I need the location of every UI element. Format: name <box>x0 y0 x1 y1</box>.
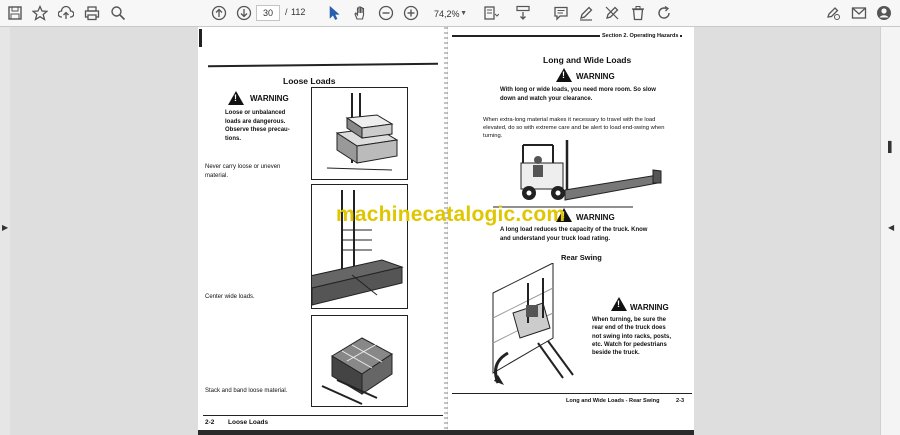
next-page-icon[interactable] <box>235 4 253 22</box>
footer-page-number: 2-2 <box>205 419 215 426</box>
warning-label: WARNING <box>576 72 615 81</box>
page-edge-mark <box>199 29 202 47</box>
warning-text-2: A long load reduces the capacity of the truck. Know and understand your truck load rating. <box>500 227 648 242</box>
delete-trash-icon[interactable] <box>629 4 647 22</box>
document-page-right <box>448 27 694 435</box>
warning-text-3: When turning, be sure the rear end of the truck does not swing into racks, posts, etc. Watch for pedestrians beside the truck. <box>592 317 672 357</box>
toolbar <box>0 0 900 27</box>
zoom-level-value: 74,2% <box>434 9 460 19</box>
document-page-left <box>198 27 447 435</box>
draw-erase-icon[interactable] <box>603 4 621 22</box>
warning-icon <box>556 68 572 87</box>
subtitle-rear-swing: Rear Swing <box>561 253 602 262</box>
warning-label-3: WARNING <box>630 303 669 312</box>
figure-loose-load <box>311 87 408 180</box>
footer-rule-right <box>452 393 692 394</box>
bookmark-star-icon[interactable] <box>31 4 49 22</box>
page-number-input[interactable]: 30 <box>256 5 280 21</box>
caption-stack: Stack and band loose material. <box>205 388 288 394</box>
collapse-right-panel-icon[interactable]: ◀ <box>888 223 895 232</box>
email-icon[interactable] <box>850 4 868 22</box>
left-side-panel <box>0 27 10 435</box>
hand-tool-icon[interactable] <box>351 4 369 22</box>
save-icon[interactable] <box>6 4 24 22</box>
warning-label-2: WARNING <box>576 213 615 222</box>
zoom-search-icon[interactable] <box>109 4 127 22</box>
watermark: machinecatalogic.com <box>336 203 566 226</box>
warning-label: WARNING <box>250 94 289 103</box>
zoom-in-icon[interactable] <box>402 4 420 22</box>
scroll-mode-icon[interactable] <box>514 4 532 22</box>
right-side-panel <box>880 27 900 435</box>
section-header: Section 2. Operating Hazards <box>602 33 679 39</box>
rotate-icon[interactable] <box>655 4 673 22</box>
caption-wide: Center wide loads. <box>205 294 255 300</box>
footer-title-right: Long and Wide Loads - Rear Swing <box>566 398 660 404</box>
footer-page-number-right: 2-3 <box>676 398 685 404</box>
highlight-pen-icon[interactable] <box>577 4 595 22</box>
warning-icon <box>611 297 627 316</box>
figure-stacked-load <box>311 315 408 407</box>
page-total: 112 <box>291 7 306 17</box>
previous-page-icon[interactable] <box>210 4 228 22</box>
upload-cloud-icon[interactable] <box>57 4 75 22</box>
zoom-level-dropdown[interactable] <box>427 5 471 21</box>
caption-loose: Never carry loose or uneven material. <box>205 164 281 179</box>
scroll-marker-icon[interactable]: ▌ <box>888 142 896 153</box>
section-title: Loose Loads <box>283 76 336 86</box>
chevron-down-icon: ▼ <box>460 10 467 17</box>
warning-icon <box>228 91 244 110</box>
fill-sign-icon[interactable] <box>824 4 842 22</box>
select-cursor-icon[interactable] <box>325 4 343 22</box>
print-icon[interactable] <box>83 4 101 22</box>
footer-title: Loose Loads <box>228 419 269 426</box>
figure-rear-swing <box>488 263 588 388</box>
zoom-out-icon[interactable] <box>377 4 395 22</box>
page-bottom-edge <box>198 430 694 435</box>
page-layout-icon[interactable] <box>482 4 500 22</box>
warning-text: Loose or unbalanced loads are dangerous. Observe these precau- tions. <box>225 110 290 142</box>
footer-rule <box>203 415 443 416</box>
body-text: When extra-long material makes it necessary to travel with the load elevated, do so with extreme care and be alert to load end-swing when turning. <box>483 117 665 139</box>
comment-icon[interactable] <box>552 4 570 22</box>
account-icon[interactable] <box>875 4 893 22</box>
header-rule <box>208 63 438 67</box>
page-separator: / <box>285 7 288 17</box>
warning-text-1: With long or wide loads, you need more room. So slow down and watch your clearance. <box>500 87 656 102</box>
section-title-long-wide: Long and Wide Loads <box>543 55 632 65</box>
expand-left-panel-icon[interactable]: ▶ <box>2 223 9 232</box>
